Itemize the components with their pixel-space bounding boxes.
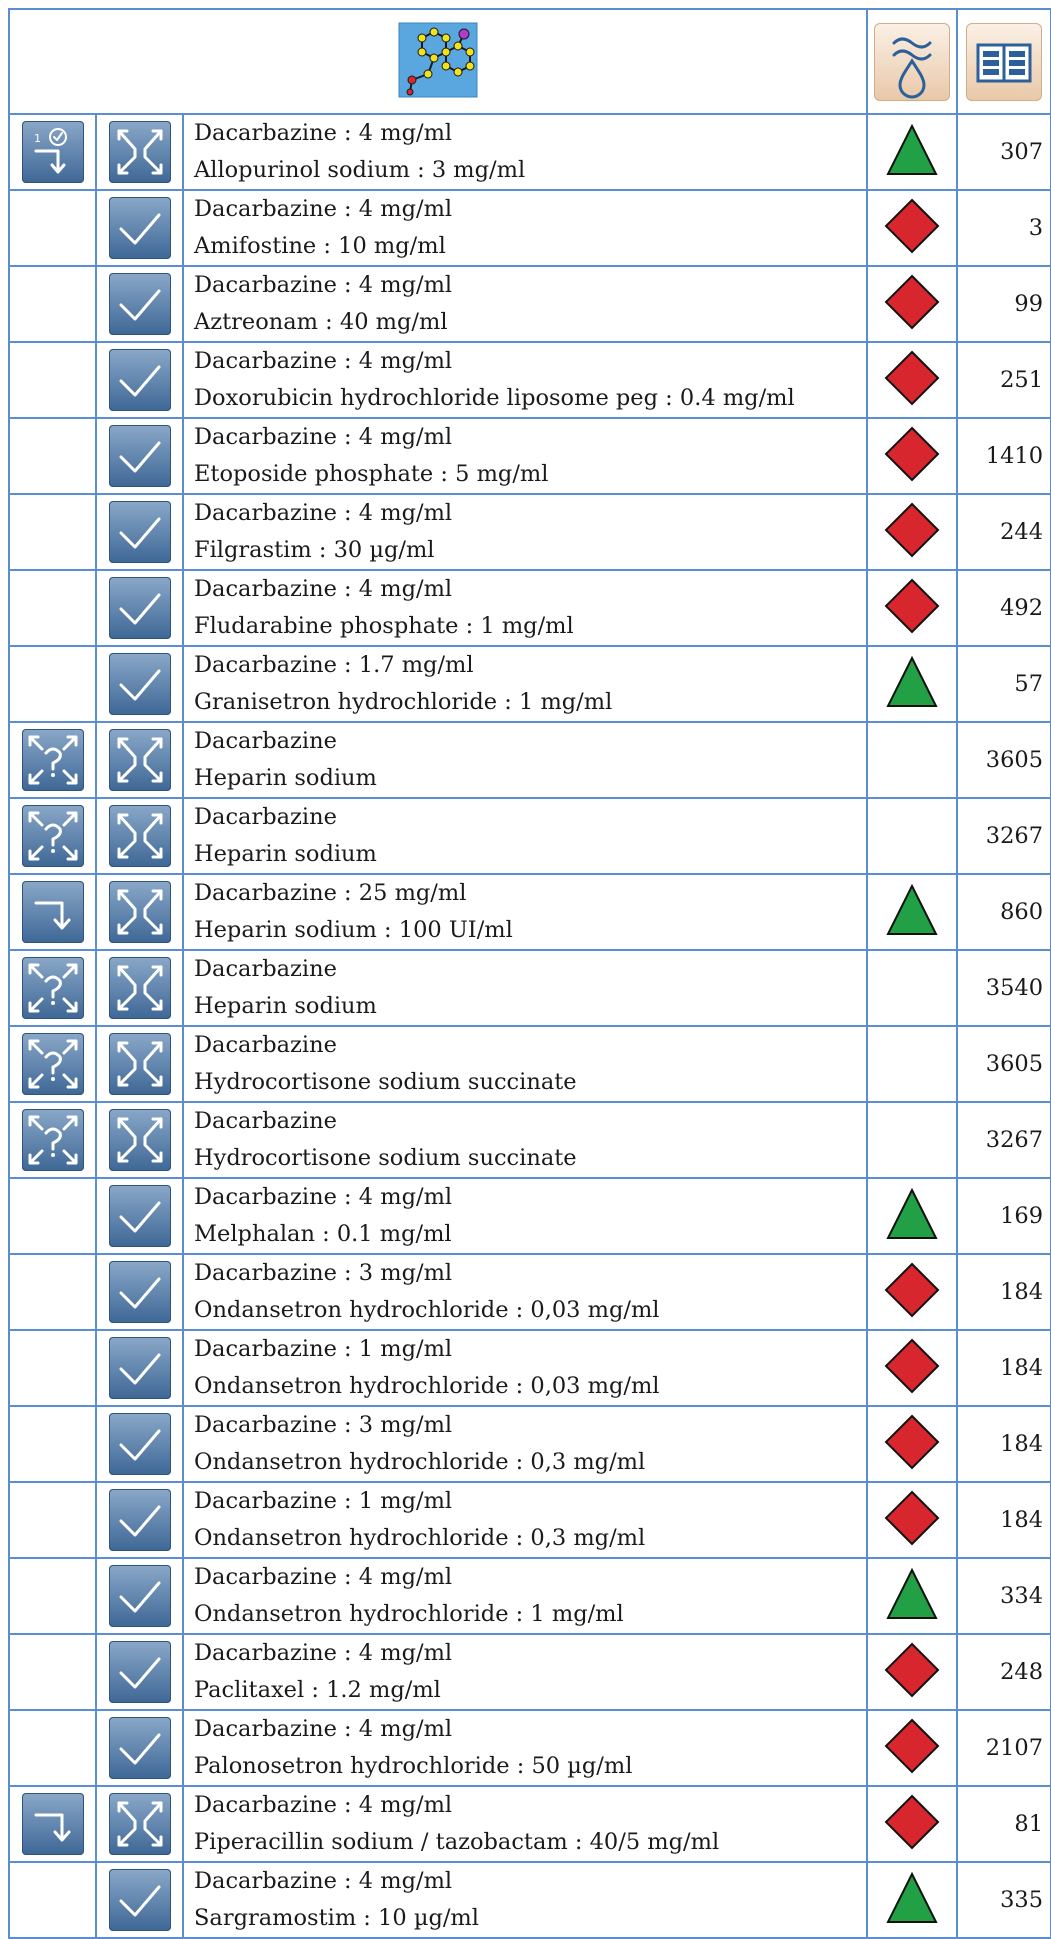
- status-cell: [867, 266, 957, 342]
- drug-pair-cell: [183, 342, 867, 418]
- status-cell: [867, 342, 957, 418]
- type-cell: [9, 1406, 96, 1482]
- drug-secondary: Ondansetron hydrochloride : 0,3 mg/ml: [194, 1525, 646, 1551]
- drug-pair-cell: [183, 114, 867, 190]
- drug-primary: Dacarbazine: [194, 1032, 337, 1058]
- drug-secondary: Melphalan : 0.1 mg/ml: [194, 1221, 452, 1247]
- checkmark-icon[interactable]: [109, 1185, 171, 1247]
- status-cell: [867, 1026, 957, 1102]
- drug-secondary: Heparin sodium: [194, 993, 377, 1019]
- reference-number[interactable]: 1410: [957, 418, 1051, 494]
- checkmark-icon[interactable]: [109, 349, 171, 411]
- drug-primary: Dacarbazine : 3 mg/ml: [194, 1260, 453, 1286]
- status-cell: [867, 494, 957, 570]
- type-cell: [9, 190, 96, 266]
- drug-primary: Dacarbazine : 4 mg/ml: [194, 424, 453, 450]
- reference-number[interactable]: 184: [957, 1330, 1051, 1406]
- reference-number[interactable]: 3605: [957, 722, 1051, 798]
- status-cell: [867, 798, 957, 874]
- reference-number[interactable]: 81: [957, 1786, 1051, 1862]
- arrow-down-icon[interactable]: [22, 1793, 84, 1855]
- drug-primary: Dacarbazine : 4 mg/ml: [194, 1716, 453, 1742]
- table-row: [9, 1026, 1051, 1102]
- type-cell: [9, 1026, 96, 1102]
- condition-cell: [96, 1026, 183, 1102]
- type-cell: [9, 798, 96, 874]
- table-row: [9, 1634, 1051, 1710]
- reference-number[interactable]: 184: [957, 1406, 1051, 1482]
- type-cell: [9, 114, 96, 190]
- status-cell: [867, 1710, 957, 1786]
- incompatible-diamond-icon: [884, 502, 940, 558]
- type-cell: [9, 646, 96, 722]
- condition-cell: [96, 1330, 183, 1406]
- drug-primary: Dacarbazine : 4 mg/ml: [194, 1640, 453, 1666]
- incompatible-diamond-icon: [884, 1794, 940, 1850]
- drug-primary: Dacarbazine : 4 mg/ml: [194, 120, 453, 146]
- drug-pair-cell: [183, 1558, 867, 1634]
- table-row: [9, 1178, 1051, 1254]
- table-header: [9, 9, 1051, 114]
- incompatible-diamond-icon: [884, 1718, 940, 1774]
- incompatible-diamond-icon: [884, 578, 940, 634]
- drug-secondary: Filgrastim : 30 µg/ml: [194, 537, 435, 563]
- drug-secondary: Hydrocortisone sodium succinate: [194, 1145, 577, 1171]
- table-row: [9, 1102, 1051, 1178]
- drug-pair-cell: [183, 1710, 867, 1786]
- drug-secondary: Etoposide phosphate : 5 mg/ml: [194, 461, 549, 487]
- reference-number[interactable]: 3540: [957, 950, 1051, 1026]
- reference-number[interactable]: 860: [957, 874, 1051, 950]
- drug-secondary: Aztreonam : 40 mg/ml: [194, 309, 448, 335]
- condition-cell: [96, 874, 183, 950]
- status-cell: [867, 1330, 957, 1406]
- drug-pair-cell: [183, 1254, 867, 1330]
- drug-pair-cell: [183, 570, 867, 646]
- drug-pair-cell: [183, 950, 867, 1026]
- incompatible-diamond-icon: [884, 1642, 940, 1698]
- condition-cell: [96, 1254, 183, 1330]
- type-cell: [9, 342, 96, 418]
- condition-cell: [96, 1482, 183, 1558]
- condition-cell: [96, 1406, 183, 1482]
- checkmark-icon[interactable]: [109, 577, 171, 639]
- drug-primary: Dacarbazine : 4 mg/ml: [194, 576, 453, 602]
- status-cell: [867, 1254, 957, 1330]
- compatible-triangle-icon: [885, 1567, 939, 1621]
- drug-secondary: Fludarabine phosphate : 1 mg/ml: [194, 613, 574, 639]
- reference-number[interactable]: 492: [957, 570, 1051, 646]
- type-cell: [9, 1558, 96, 1634]
- drug-primary: Dacarbazine : 4 mg/ml: [194, 500, 453, 526]
- drug-secondary: Allopurinol sodium : 3 mg/ml: [194, 157, 526, 183]
- drug-pair-cell: [183, 1178, 867, 1254]
- compatible-triangle-icon: [885, 883, 939, 937]
- condition-cell: [96, 494, 183, 570]
- incompatible-diamond-icon: [884, 426, 940, 482]
- type-cell: [9, 1710, 96, 1786]
- type-cell: [9, 494, 96, 570]
- reference-number[interactable]: 335: [957, 1862, 1051, 1938]
- molecule-icon[interactable]: [398, 22, 478, 102]
- drug-pair-cell: [183, 798, 867, 874]
- table-row: [9, 494, 1051, 570]
- status-cell: [867, 1482, 957, 1558]
- status-cell: [867, 1178, 957, 1254]
- type-cell: [9, 1254, 96, 1330]
- drug-pair-cell: [183, 494, 867, 570]
- cross-arrows-icon[interactable]: [109, 121, 171, 183]
- cross-arrows-icon[interactable]: [109, 881, 171, 943]
- condition-cell: [96, 114, 183, 190]
- status-cell: [867, 190, 957, 266]
- checkmark-icon[interactable]: [109, 1261, 171, 1323]
- drug-pair-cell: [183, 418, 867, 494]
- incompatible-diamond-icon: [884, 350, 940, 406]
- table-row: [9, 722, 1051, 798]
- table-row: [9, 1786, 1051, 1862]
- reference-number[interactable]: 244: [957, 494, 1051, 570]
- cross-arrows-icon[interactable]: [109, 957, 171, 1019]
- drug-secondary: Doxorubicin hydrochloride liposome peg : 0.4 mg/ml: [194, 385, 795, 411]
- checkmark-icon[interactable]: [109, 197, 171, 259]
- reference-number[interactable]: 169: [957, 1178, 1051, 1254]
- drug-primary: Dacarbazine : 1 mg/ml: [194, 1488, 453, 1514]
- drug-secondary: Palonosetron hydrochloride : 50 µg/ml: [194, 1753, 633, 1779]
- condition-cell: [96, 1786, 183, 1862]
- reference-number[interactable]: 184: [957, 1482, 1051, 1558]
- condition-cell: [96, 1710, 183, 1786]
- drug-pair-cell: [183, 1026, 867, 1102]
- table-row: [9, 874, 1051, 950]
- cross-arrows-icon[interactable]: [109, 805, 171, 867]
- condition-cell: [96, 722, 183, 798]
- table-row: [9, 266, 1051, 342]
- status-cell: [867, 114, 957, 190]
- condition-cell: [96, 1102, 183, 1178]
- svg-text:1: 1: [33, 132, 41, 145]
- checkmark-icon[interactable]: [109, 1869, 171, 1931]
- drug-pair-cell: [183, 1482, 867, 1558]
- checkmark-icon[interactable]: [109, 425, 171, 487]
- drug-pair-cell: [183, 266, 867, 342]
- question-arrows-icon[interactable]: [22, 957, 84, 1019]
- status-cell: [867, 1862, 957, 1938]
- table-row: [9, 646, 1051, 722]
- type-cell: [9, 1786, 96, 1862]
- type-cell: [9, 1102, 96, 1178]
- reference-number[interactable]: 99: [957, 266, 1051, 342]
- cross-arrows-icon[interactable]: [109, 729, 171, 791]
- type-cell: [9, 874, 96, 950]
- reference-number[interactable]: 57: [957, 646, 1051, 722]
- drug-pair-cell: [183, 722, 867, 798]
- drug-primary: Dacarbazine : 4 mg/ml: [194, 272, 453, 298]
- drug-pair-cell: [183, 1406, 867, 1482]
- drug-primary: Dacarbazine : 3 mg/ml: [194, 1412, 453, 1438]
- table-row: [9, 950, 1051, 1026]
- drug-primary: Dacarbazine : 4 mg/ml: [194, 1868, 453, 1894]
- drug-primary: Dacarbazine : 4 mg/ml: [194, 196, 453, 222]
- condition-cell: [96, 190, 183, 266]
- drug-primary: Dacarbazine: [194, 956, 337, 982]
- checkmark-icon[interactable]: [109, 653, 171, 715]
- incompatible-diamond-icon: [884, 274, 940, 330]
- condition-cell: [96, 1178, 183, 1254]
- header-molecule-cell: [9, 9, 867, 114]
- table-row: [9, 342, 1051, 418]
- status-cell: [867, 570, 957, 646]
- drug-primary: Dacarbazine : 4 mg/ml: [194, 1184, 453, 1210]
- table-row: [9, 1330, 1051, 1406]
- table-row: [9, 1862, 1051, 1938]
- reference-number[interactable]: 3267: [957, 798, 1051, 874]
- condition-cell: [96, 1634, 183, 1710]
- drug-secondary: Ondansetron hydrochloride : 0,03 mg/ml: [194, 1373, 660, 1399]
- checkmark-icon[interactable]: [109, 1413, 171, 1475]
- status-cell: [867, 1406, 957, 1482]
- table-row: [9, 1710, 1051, 1786]
- drug-primary: Dacarbazine : 25 mg/ml: [194, 880, 467, 906]
- drug-primary: Dacarbazine: [194, 728, 337, 754]
- checkmark-icon[interactable]: [109, 501, 171, 563]
- type-cell: [9, 418, 96, 494]
- drug-secondary: Ondansetron hydrochloride : 0,3 mg/ml: [194, 1449, 646, 1475]
- cross-arrows-icon[interactable]: [109, 1109, 171, 1171]
- drug-pair-cell: [183, 190, 867, 266]
- compatible-triangle-icon: [885, 123, 939, 177]
- reference-number[interactable]: 251: [957, 342, 1051, 418]
- compatible-triangle-icon: [885, 1871, 939, 1925]
- type-cell: [9, 722, 96, 798]
- checkmark-icon[interactable]: [109, 1717, 171, 1779]
- compatibility-table: [8, 8, 1051, 1939]
- reference-number[interactable]: 184: [957, 1254, 1051, 1330]
- drug-pair-cell: [183, 1634, 867, 1710]
- drug-secondary: Hydrocortisone sodium succinate: [194, 1069, 577, 1095]
- status-cell: [867, 874, 957, 950]
- condition-cell: [96, 570, 183, 646]
- reference-number[interactable]: 3: [957, 190, 1051, 266]
- reference-number[interactable]: 248: [957, 1634, 1051, 1710]
- condition-cell: [96, 798, 183, 874]
- drug-primary: Dacarbazine: [194, 1108, 337, 1134]
- reference-book-icon[interactable]: [966, 23, 1042, 101]
- incompatible-diamond-icon: [884, 1490, 940, 1546]
- question-arrows-icon[interactable]: [22, 1109, 84, 1171]
- table-row: [9, 798, 1051, 874]
- drug-secondary: Heparin sodium: [194, 765, 377, 791]
- drug-primary: Dacarbazine : 4 mg/ml: [194, 348, 453, 374]
- arrow-down-icon[interactable]: [22, 881, 84, 943]
- checkmark-icon[interactable]: [109, 1489, 171, 1551]
- question-arrows-icon[interactable]: [22, 805, 84, 867]
- status-cell: [867, 1634, 957, 1710]
- table-row: [9, 570, 1051, 646]
- incompatible-diamond-icon: [884, 198, 940, 254]
- condition-cell: [96, 1558, 183, 1634]
- type-cell: [9, 1178, 96, 1254]
- incompatible-diamond-icon: [884, 1262, 940, 1318]
- drug-secondary: Piperacillin sodium / tazobactam : 40/5 mg/ml: [194, 1829, 720, 1855]
- incompatible-diamond-icon: [884, 1338, 940, 1394]
- cross-arrows-icon[interactable]: [109, 1793, 171, 1855]
- table-row: [9, 114, 1051, 190]
- type-cell: [9, 266, 96, 342]
- header-reference-cell: [957, 9, 1051, 114]
- reference-number[interactable]: 307: [957, 114, 1051, 190]
- drug-secondary: Amifostine : 10 mg/ml: [194, 233, 446, 259]
- compatible-triangle-icon: [885, 655, 939, 709]
- drug-secondary: Granisetron hydrochloride : 1 mg/ml: [194, 689, 613, 715]
- condition-cell: [96, 342, 183, 418]
- drug-secondary: Heparin sodium: [194, 841, 377, 867]
- table-row: [9, 1482, 1051, 1558]
- status-cell: [867, 1786, 957, 1862]
- reference-number[interactable]: 3605: [957, 1026, 1051, 1102]
- drug-pair-cell: [183, 874, 867, 950]
- drug-secondary: Heparin sodium : 100 UI/ml: [194, 917, 513, 943]
- type-cell: [9, 1634, 96, 1710]
- drug-pair-cell: [183, 1862, 867, 1938]
- condition-cell: [96, 418, 183, 494]
- checkmark-icon[interactable]: [109, 1337, 171, 1399]
- drug-primary: Dacarbazine : 1 mg/ml: [194, 1336, 453, 1362]
- type-cell: [9, 1862, 96, 1938]
- condition-cell: [96, 646, 183, 722]
- table-row: [9, 190, 1051, 266]
- drug-secondary: Ondansetron hydrochloride : 0,03 mg/ml: [194, 1297, 660, 1323]
- table-row: [9, 1254, 1051, 1330]
- type-cell: [9, 950, 96, 1026]
- reference-number[interactable]: 334: [957, 1558, 1051, 1634]
- drug-primary: Dacarbazine: [194, 804, 337, 830]
- status-cell: [867, 1558, 957, 1634]
- incompatible-diamond-icon: [884, 1414, 940, 1470]
- status-cell: [867, 418, 957, 494]
- status-cell: [867, 1102, 957, 1178]
- condition-cell: [96, 1862, 183, 1938]
- type-cell: [9, 570, 96, 646]
- checkmark-icon[interactable]: [109, 1565, 171, 1627]
- type-cell: [9, 1482, 96, 1558]
- drug-secondary: Sargramostim : 10 µg/ml: [194, 1905, 479, 1931]
- reference-number[interactable]: 3267: [957, 1102, 1051, 1178]
- table-row: [9, 418, 1051, 494]
- condition-cell: [96, 266, 183, 342]
- checkmark-icon[interactable]: [109, 273, 171, 335]
- table-row: [9, 1558, 1051, 1634]
- type-cell: [9, 1330, 96, 1406]
- drug-primary: Dacarbazine : 4 mg/ml: [194, 1792, 453, 1818]
- condition-cell: [96, 950, 183, 1026]
- question-arrows-icon[interactable]: [22, 729, 84, 791]
- status-cell: [867, 646, 957, 722]
- compatible-triangle-icon: [885, 1187, 939, 1241]
- drug-pair-cell: [183, 1786, 867, 1862]
- question-arrows-icon[interactable]: [22, 1033, 84, 1095]
- drug-pair-cell: [183, 1102, 867, 1178]
- status-cell: [867, 950, 957, 1026]
- drug-primary: Dacarbazine : 4 mg/ml: [194, 1564, 453, 1590]
- drug-secondary: Ondansetron hydrochloride : 1 mg/ml: [194, 1601, 624, 1627]
- stability-drop-icon[interactable]: [874, 23, 950, 101]
- drug-secondary: Paclitaxel : 1.2 mg/ml: [194, 1677, 441, 1703]
- timed-arrow-icon[interactable]: [22, 121, 84, 183]
- reference-number[interactable]: 2107: [957, 1710, 1051, 1786]
- checkmark-icon[interactable]: [109, 1641, 171, 1703]
- drug-pair-cell: [183, 646, 867, 722]
- header-stability-cell: [867, 9, 957, 114]
- cross-arrows-icon[interactable]: [109, 1033, 171, 1095]
- drug-primary: Dacarbazine : 1.7 mg/ml: [194, 652, 474, 678]
- status-cell: [867, 722, 957, 798]
- table-row: [9, 1406, 1051, 1482]
- drug-pair-cell: [183, 1330, 867, 1406]
